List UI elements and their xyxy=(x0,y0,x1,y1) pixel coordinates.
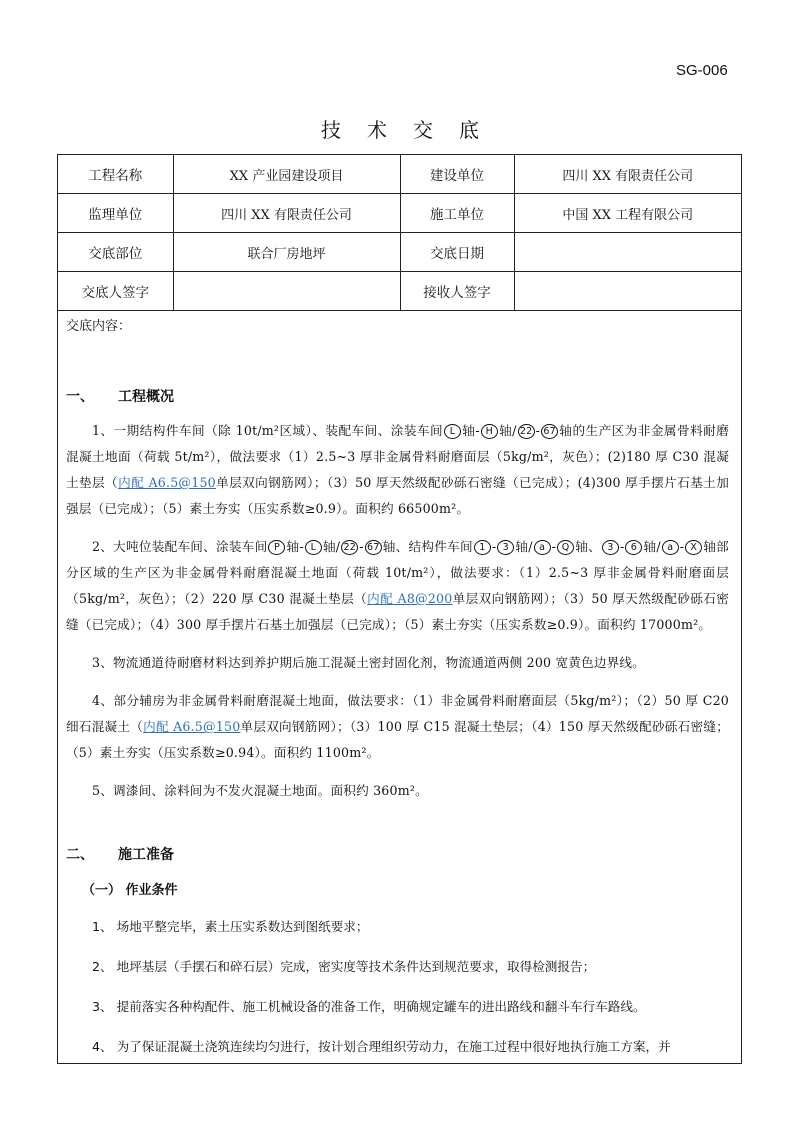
list-item: 2、 地坪基层（手摆石和碎石层）完成，密实度等技术条件达到规范要求，取得检测报告； xyxy=(92,959,596,974)
text: 2、大吨位装配车间、涂装车间 xyxy=(92,539,268,554)
text: 轴部分区域的生产区为非金属骨料耐磨混凝土地面（荷载 10t/m²），做法要求：（1）2.5~3 厚非金属骨料耐磨面层（5kg/m²，灰色）；（2）220 厚 C30 混凝土垫层（ xyxy=(66,539,729,606)
text: 1、一期结构件车间（除 10t/m²区域）、装配车间、涂装车间 xyxy=(92,423,444,438)
document-frame xyxy=(57,154,742,1064)
section-number: 一、 xyxy=(66,389,94,405)
content-label: 交底内容： xyxy=(66,319,132,334)
supervisor-value: 四川 XX 有限责任公司 xyxy=(173,194,400,233)
axis-label-circle: L xyxy=(444,424,461,439)
receiver-signature-label: 接收人签字 xyxy=(400,272,514,311)
table-row xyxy=(58,272,741,311)
info-table xyxy=(58,155,741,311)
text: - xyxy=(551,539,557,554)
section-title: 工程概况 xyxy=(118,389,174,405)
list-item: 4、 为了保证混凝土浇筑连续均匀进行，按计划合理组织劳动力，在施工过程中很好地执行施工方案，并 xyxy=(92,1039,671,1054)
axis-label-circle: 67 xyxy=(541,424,558,439)
axis-label-circle: 22 xyxy=(518,424,535,439)
overview-paragraph-2 xyxy=(66,534,729,638)
section-title: 施工准备 xyxy=(118,847,174,863)
axis-label-circle: L xyxy=(305,540,322,555)
text: 轴、 xyxy=(575,539,601,554)
text: 轴/ xyxy=(643,539,661,554)
section-number: 二、 xyxy=(66,847,94,863)
text: 轴/ xyxy=(498,423,517,438)
document-title: 技术交底 xyxy=(321,118,505,142)
overview-paragraph-5: 5、调漆间、涂料间为不发火混凝土地面。面积约 360m²。 xyxy=(92,783,428,798)
text: 4、部分辅房为非金属骨料耐磨混凝土地面，做法要求：（1）非金属骨料耐磨面层（5kg/m²）；（2）50 厚 C20 细石混凝土（ xyxy=(66,693,729,734)
location-label: 交底部位 xyxy=(58,233,173,272)
text: - xyxy=(535,423,541,438)
axis-label-circle: Q xyxy=(557,540,574,555)
text: 单层双向钢筋网）；（3）50 厚天然级配砂砾石密缝（已完成）；（4）300 厚手摆片石基土加强层（已完成）；（5）素土夯实（压实系数≥0.9）。面积约 17000m²。 xyxy=(66,591,729,632)
location-value: 联合厂房地坪 xyxy=(173,233,400,272)
rebar-spec-link[interactable]: 内配 A6.5@150 xyxy=(143,719,241,734)
text: 单层双向钢筋网）；（3）100 厚 C15 混凝土垫层；（4）150 厚天然级配砂砾石密缝；（5）素土夯实（压实系数≥0.94）。面积约 1100m²。 xyxy=(66,719,730,760)
list-item: 3、 提前落实各种构配件、施工机械设备的准备工作，明确规定罐车的进出路线和翻斗车行车路线。 xyxy=(92,999,646,1014)
text: - xyxy=(619,539,625,554)
date-label: 交底日期 xyxy=(400,233,514,272)
axis-label-circle: a xyxy=(534,540,551,555)
overview-paragraph-1 xyxy=(66,418,729,522)
axis-label-circle: 3 xyxy=(497,540,514,555)
contractor-value: 中国 XX 工程有限公司 xyxy=(514,194,741,233)
text: 轴的生产区为非金属骨料耐磨混凝土地面（荷载 5t/m²），做法要求（1）2.5~3 厚非金属骨料耐磨面层（5kg/m²，灰色）；(2)180 厚 C30 混凝土垫层（ xyxy=(66,423,729,490)
section-heading-preparation xyxy=(66,842,729,868)
content-body xyxy=(58,314,741,1060)
text: 轴- xyxy=(462,423,480,438)
document-number: SG-006 xyxy=(676,62,728,79)
axis-label-circle: 1 xyxy=(474,540,491,555)
axis-label-circle: 22 xyxy=(341,540,358,555)
text: - xyxy=(491,539,497,554)
table-row xyxy=(58,233,741,272)
date-value[interactable] xyxy=(514,233,741,272)
text: - xyxy=(359,539,364,554)
owner-value: 四川 XX 有限责任公司 xyxy=(514,155,741,194)
rebar-spec-link[interactable]: 内配 A8@200 xyxy=(367,591,453,606)
discloser-signature-field[interactable] xyxy=(173,272,400,311)
text: - xyxy=(679,539,685,554)
text: 单层双向钢筋网）；（3）50 厚天然级配砂砾石密缝（已完成）；(4)300 厚手摆片石基土加强层（已完成）；（5）素土夯实（压实系数≥0.9）。面积约 66500m²。 xyxy=(66,475,729,516)
text: 轴- xyxy=(286,539,304,554)
text: 轴/ xyxy=(322,539,341,554)
project-name-value: XX 产业园建设项目 xyxy=(173,155,400,194)
rebar-spec-link[interactable]: 内配 A6.5@150 xyxy=(118,475,216,490)
text: 轴、结构件车间 xyxy=(382,539,473,554)
text: 轴/ xyxy=(515,539,533,554)
owner-label: 建设单位 xyxy=(400,155,514,194)
receiver-signature-field[interactable] xyxy=(514,272,741,311)
subsection-heading: （一） 作业条件 xyxy=(82,883,178,898)
table-row xyxy=(58,155,741,194)
contractor-label: 施工单位 xyxy=(400,194,514,233)
overview-paragraph-4 xyxy=(66,688,729,766)
axis-label-circle: H xyxy=(481,424,498,439)
discloser-signature-label: 交底人签字 xyxy=(58,272,173,311)
table-row xyxy=(58,194,741,233)
axis-label-circle: X xyxy=(685,540,702,555)
axis-label-circle: 6 xyxy=(625,540,642,555)
list-item: 1、 场地平整完毕，素土压实系数达到图纸要求； xyxy=(92,919,369,934)
project-name-label: 工程名称 xyxy=(58,155,173,194)
axis-label-circle: 3 xyxy=(602,540,619,555)
supervisor-label: 监理单位 xyxy=(58,194,173,233)
overview-paragraph-3: 3、物流通道待耐磨材料达到养护期后施工混凝土密封固化剂，物流通道两侧 200 宽黄色边界线。 xyxy=(92,655,646,670)
axis-label-circle: P xyxy=(268,540,285,555)
section-heading-overview xyxy=(66,384,729,410)
axis-label-circle: 67 xyxy=(365,540,382,555)
axis-label-circle: a xyxy=(662,540,679,555)
